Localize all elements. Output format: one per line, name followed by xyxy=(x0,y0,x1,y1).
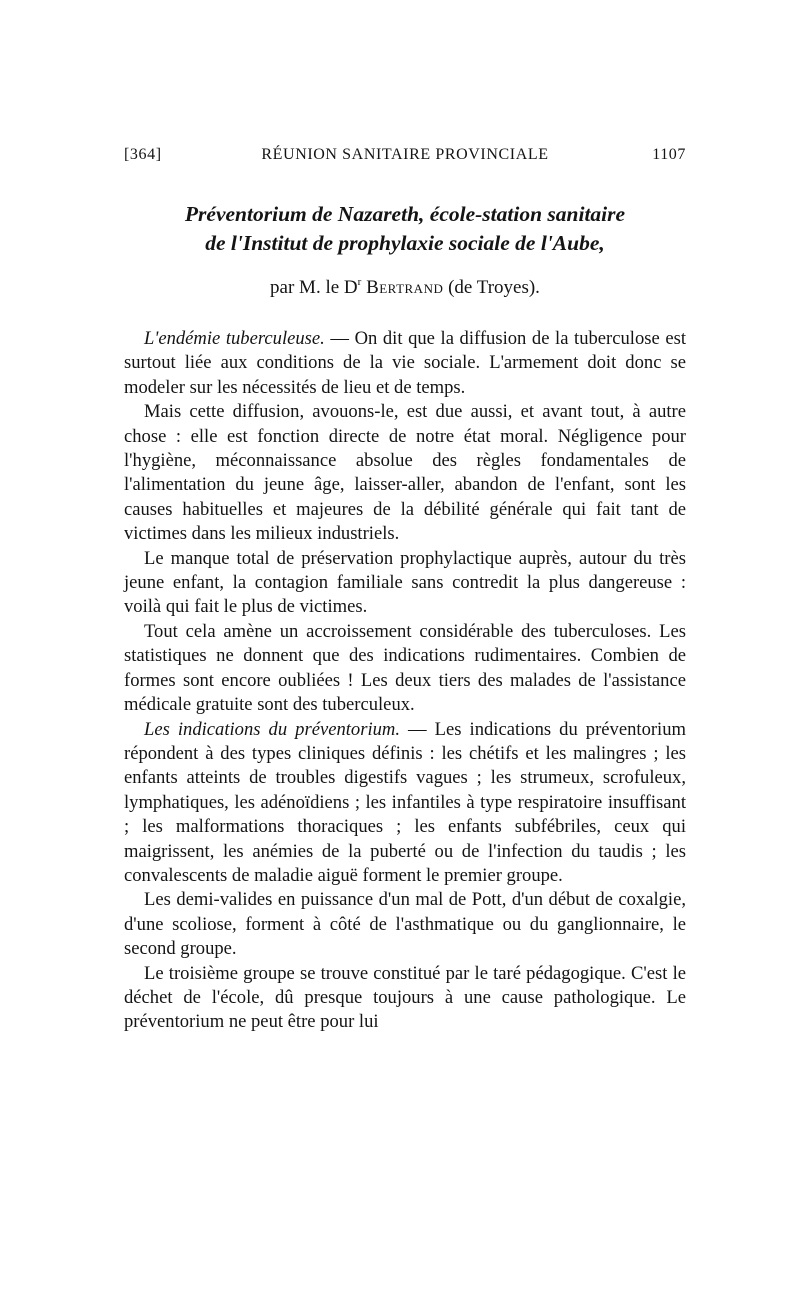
page-number: 1107 xyxy=(652,146,686,163)
paragraph xyxy=(124,327,686,400)
article-title xyxy=(124,200,686,258)
running-title: RÉUNION SANITAIRE PROVINCIALE xyxy=(261,146,549,163)
paragraph xyxy=(124,888,686,961)
paragraph xyxy=(124,400,686,546)
byline-suffix: (de Troyes). xyxy=(443,277,540,298)
paragraph-text: Les demi-valides en puissance d'un mal de Pott, d'un début de coxalgie, d'une scoliose, forment à côté de l'asthmatique ou du ganglionnaire, le second groupe. xyxy=(124,889,686,960)
paragraph-text: Le manque total de préservation prophylactique auprès, autour du très jeune enfant, la contagion familiale sans contredit la plus dangereuse : voilà qui fait le plus de victimes. xyxy=(124,547,686,618)
paragraph-text: Tout cela amène un accroissement considérable des tuberculoses. Les statistiques ne donnent que des indications rudimentaires. Combien de formes sont encore oubliées ! Les deux tiers des malades de l'assistance médicale gratuite sont des tuberculeux. xyxy=(124,620,686,716)
paragraph-text: Le troisième groupe se trouve constitué par le taré pédagogique. C'est le déchet de l'école, dû presque toujours à une cause pathologique. Le préventorium ne peut être pour lui xyxy=(124,962,686,1033)
paragraph-text: Mais cette diffusion, avouons-le, est due aussi, et avant tout, à autre chose : elle est fonction directe de notre état moral. Négligence pour l'hygiène, méconnaissance absolue des règles fondamentales de l'alimentation du jeune âge, laisser-aller, abandon de l'enfant, sont les causes habituelles et majeures de la débilité générale qui fait tant de victimes dans les milieux industriels. xyxy=(124,401,686,545)
paragraph xyxy=(124,962,686,1035)
paragraph-text: — On dit que la diffusion de la tuberculose est surtout liée aux conditions de la vie sociale. L'armement doit donc se modeler sur les nécessités de lieu et de temps. xyxy=(124,328,686,398)
article-title-line-1: Préventorium de Nazareth, école-station sanitaire xyxy=(184,202,626,226)
byline-prefix: par M. le D xyxy=(270,277,358,298)
article-title-line-2: de l'Institut de prophylaxie sociale de l'Aube, xyxy=(205,231,605,255)
byline-author: Bertrand xyxy=(366,277,444,298)
running-header xyxy=(124,146,686,170)
paragraph xyxy=(124,620,686,718)
paragraph xyxy=(124,718,686,889)
byline-superscript: r xyxy=(357,276,362,288)
article-body xyxy=(124,327,686,1035)
paragraph-lead: L'endémie tuberculeuse. xyxy=(144,328,325,349)
paragraph xyxy=(124,547,686,620)
paragraph-lead: Les indications du préventorium. xyxy=(144,718,400,740)
page-reference: [364] xyxy=(124,146,162,163)
paragraph-text: — Les indications du préventorium répondent à des types cliniques définis : les chétifs et les malingres ; les enfants atteints de troubles digestifs vagues ; les strumeux, scrofuleux, lymphatiques, les adénoïdiens ; les infantiles à type respiratoire insuffisant ; les malformations thoraciques ; les enfants subfébriles, ceux qui maigrissent, les anémies de la puberté ou de l'infection du taudis ; les convalescents de maladie aiguë forment le premier groupe. xyxy=(124,718,686,886)
byline xyxy=(124,277,686,299)
